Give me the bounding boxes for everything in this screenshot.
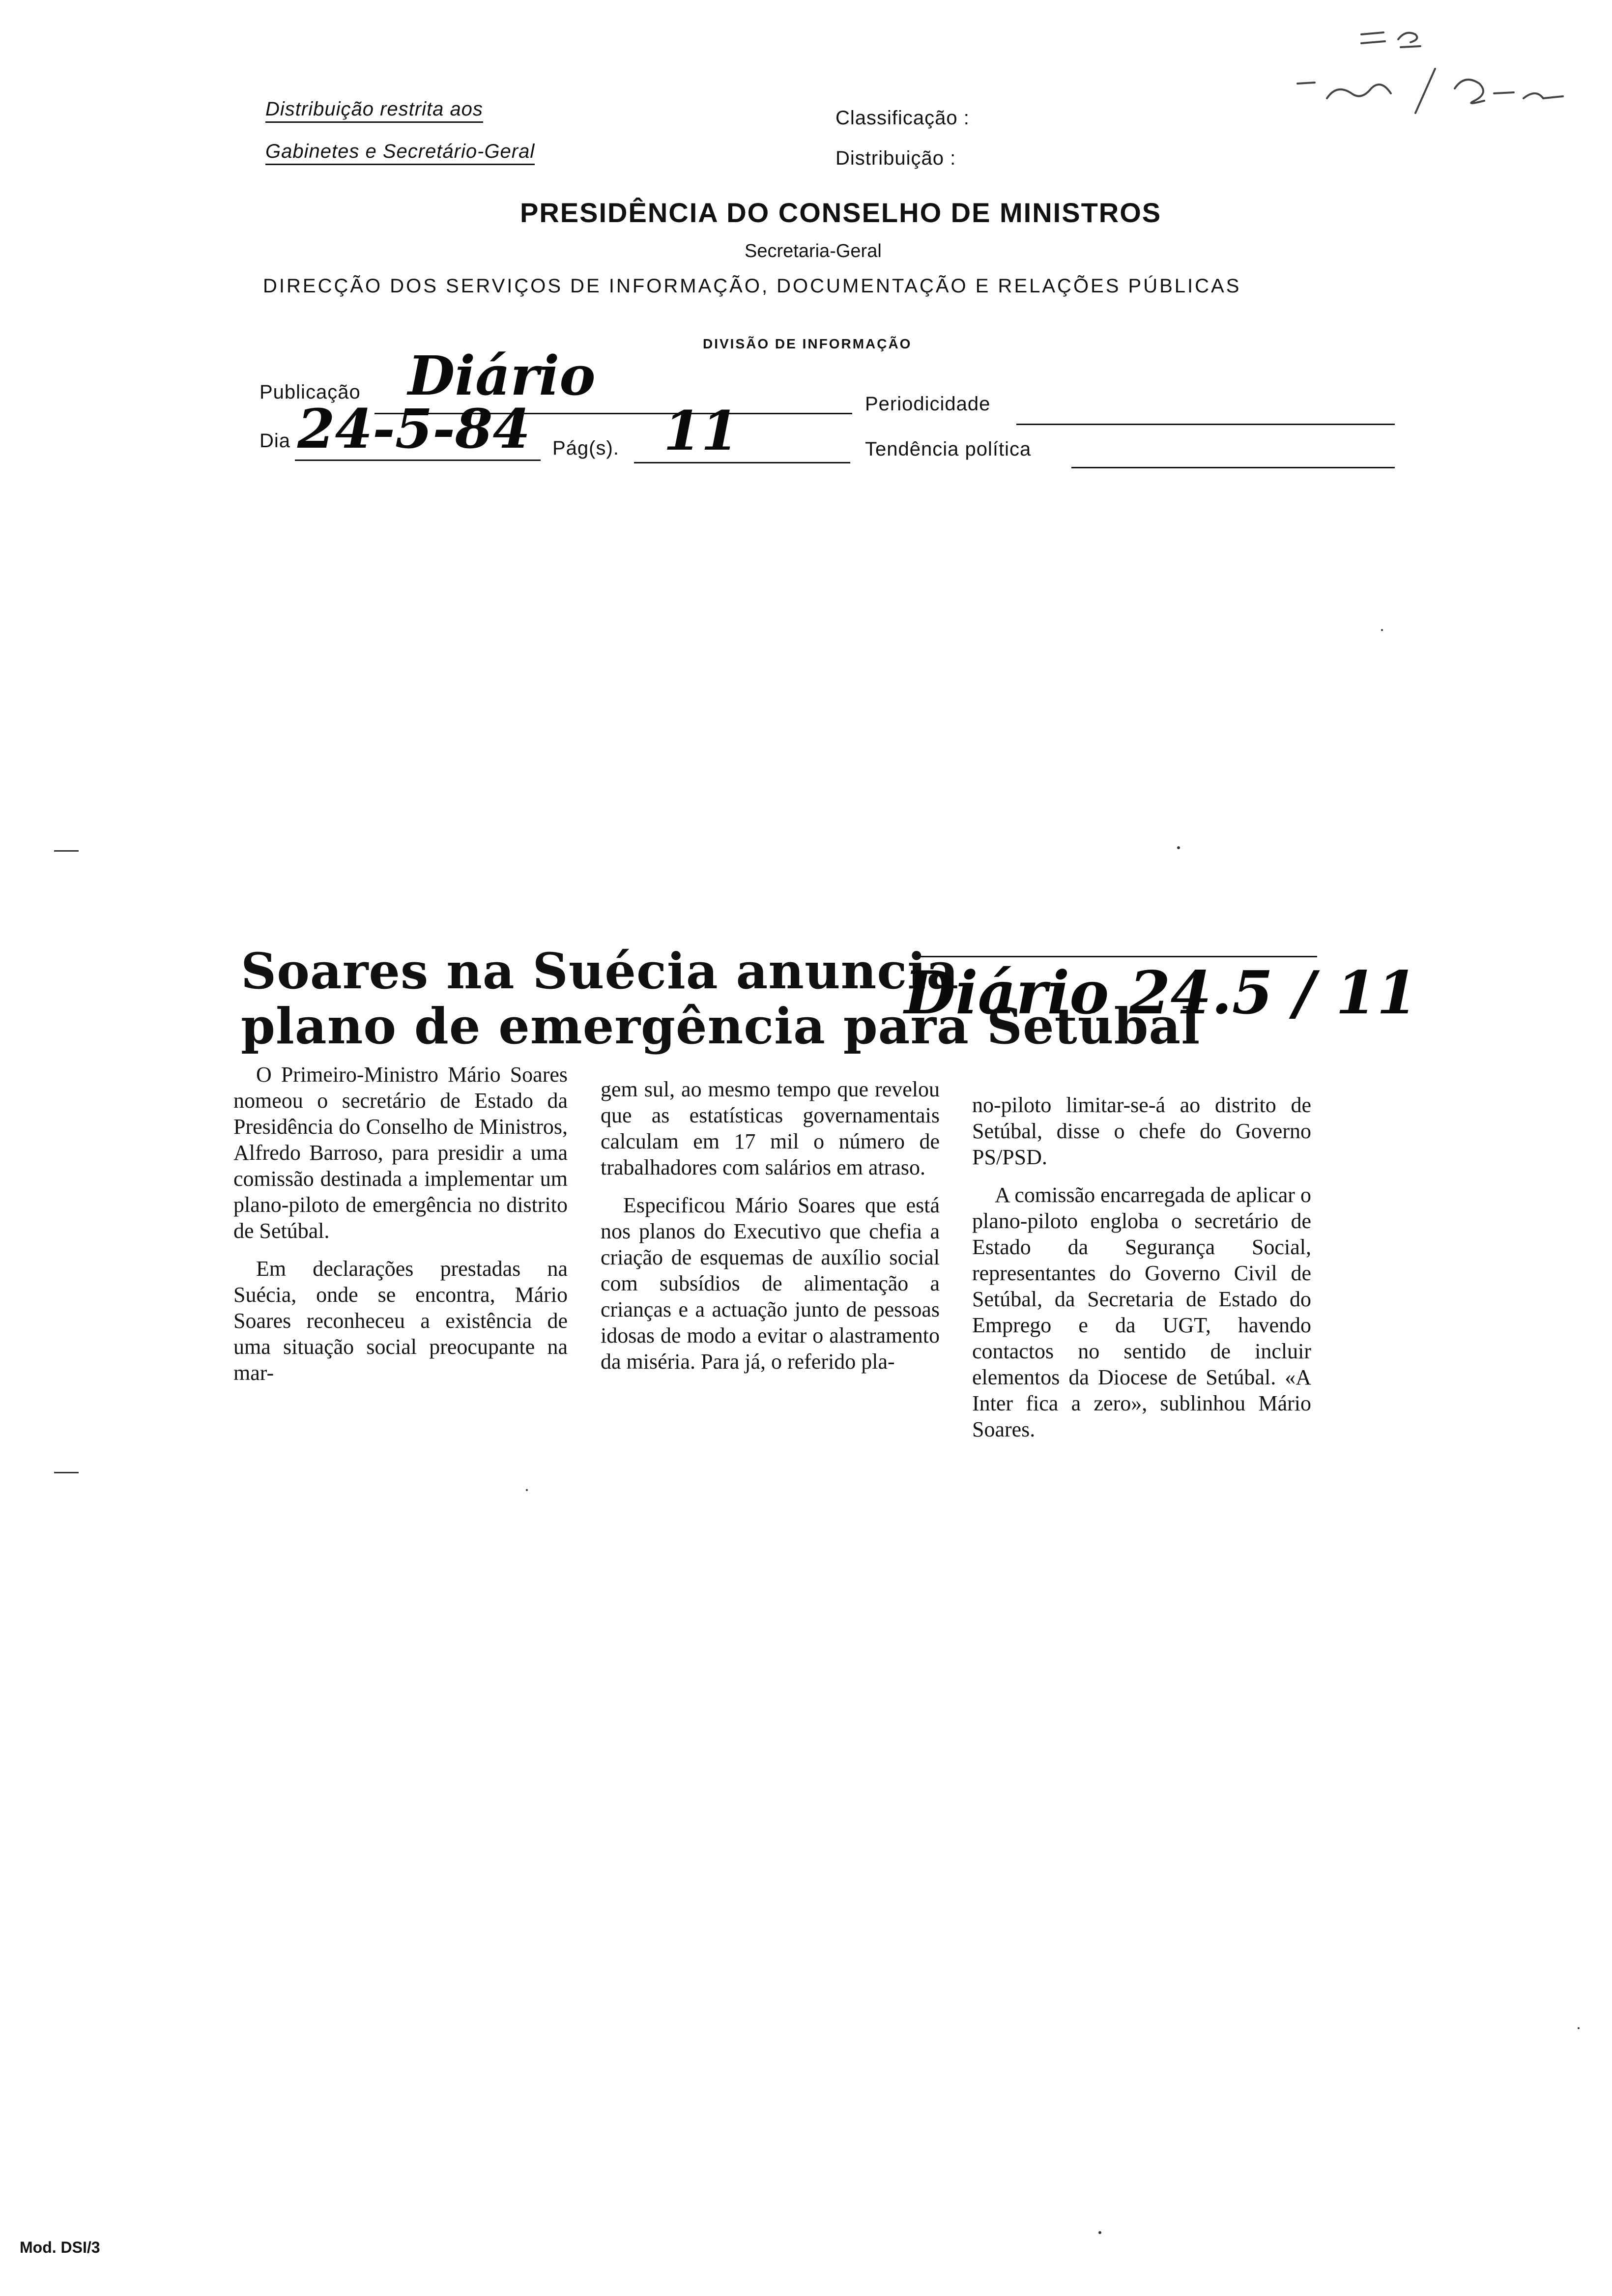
scan-speck: [1578, 2027, 1580, 2029]
directorate-line: DIRECÇÃO DOS SERVIÇOS DE INFORMAÇÃO, DOCUMENTAÇÃO E RELAÇÕES PÚBLICAS: [263, 275, 1241, 297]
scan-speck: [1098, 2231, 1101, 2234]
paragraph: O Primeiro-Ministro Mário Soares nomeou o secretário de Estado da Presidência do Conselho de Ministros, Alfredo Barroso, para presidir a uma comissão destinada a implementar um plano-piloto de emergência no distrito de Setúbal.: [233, 1062, 568, 1243]
restricted-line-1: Distribuição restrita aos: [265, 98, 483, 123]
scan-mark: [54, 1472, 79, 1473]
org-subtitle: Secretaria-Geral: [745, 241, 882, 261]
scan-mark: [54, 850, 79, 852]
political-tendency-rule: [1071, 467, 1395, 468]
headline-line-1: Soares na Suécia anuncia: [241, 942, 959, 1000]
handwritten-scribble: [1268, 20, 1587, 118]
periodicity-rule: [1016, 424, 1395, 425]
model-code: Mod. DSI/3: [20, 2239, 100, 2256]
paragraph: no-piloto limitar-se-á ao distrito de Setúbal, disse o chefe do Governo PS/PSD.: [972, 1093, 1311, 1169]
scan-speck: [1177, 846, 1180, 849]
political-tendency-label: Tendência política: [865, 438, 1032, 460]
restricted-line-2: Gabinetes e Secretário-Geral: [265, 141, 535, 165]
article-column-1: [233, 1062, 568, 1386]
pages-value: 11: [663, 399, 739, 462]
paragraph: Em declarações prestadas na Suécia, onde se encontra, Mário Soares reconheceu a existência de uma situação social preocupante na mar-: [233, 1257, 568, 1385]
classification-label: Classificação :: [835, 107, 970, 129]
article-column-2: [601, 1076, 940, 1375]
article-column-3: [972, 1092, 1311, 1442]
clipping-top-rule: [914, 956, 1317, 957]
paragraph: A comissão encarregada de aplicar o plano-piloto engloba o secretário de Estado da Segurança Social, representantes do Governo Civil de Setúbal, da Secretaria de Estado do Emprego e da UGT, havendo contactos no sentido de incluir elementos da Diocese de Setúbal. «A Inter fica a zero», sublinhou Mário Soares.: [972, 1183, 1311, 1441]
day-label: Dia: [259, 430, 291, 452]
division-label: DIVISÃO DE INFORMAÇÃO: [703, 336, 912, 351]
publication-label: Publicação: [259, 381, 361, 403]
scan-speck: [526, 1489, 528, 1491]
day-value: 24-5-84: [297, 397, 530, 460]
paragraph: Especificou Mário Soares que está nos planos do Executivo que chefia a criação de esquemas de auxílio social com subsídios de alimentação a crianças e a actuação junto de pessoas idosas de modo a evitar o alastramento da miséria. Para já, o referido pla-: [601, 1193, 940, 1374]
handwritten-reference: Diário 24.5 / 11: [904, 958, 1418, 1028]
pages-label: Pág(s).: [552, 437, 619, 459]
distribution-label: Distribuição :: [835, 147, 956, 169]
org-title: PRESIDÊNCIA DO CONSELHO DE MINISTROS: [520, 197, 1162, 228]
scan-speck: [1381, 629, 1383, 631]
paragraph: gem sul, ao mesmo tempo que revelou que as estatísticas governamentais calculam em 17 mil o número de trabalhadores com salários em atraso.: [601, 1077, 940, 1179]
periodicity-label: Periodicidade: [865, 393, 991, 415]
headline-line-2: plano de emergência para Setúbal: [241, 997, 1201, 1055]
publication-value: Diário: [408, 344, 596, 407]
